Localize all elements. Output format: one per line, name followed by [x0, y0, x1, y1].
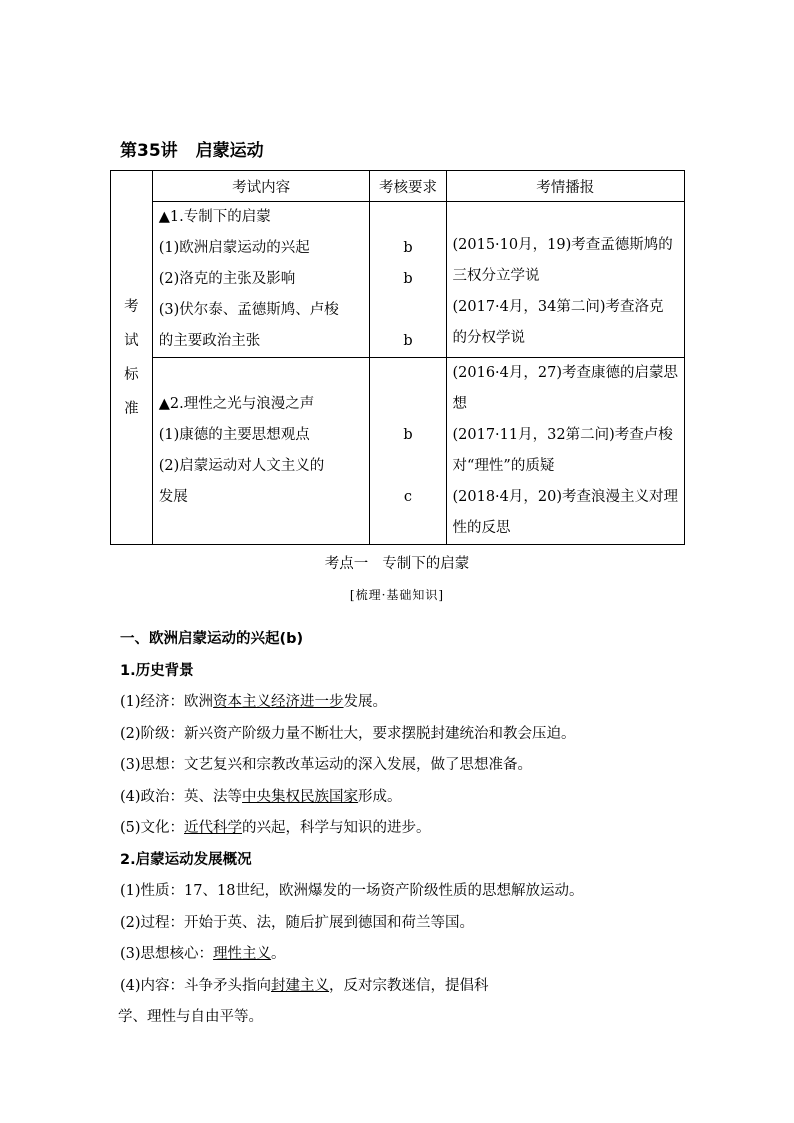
underlined-term: 中央集权民族国家 [242, 788, 359, 805]
underlined-term: 封建主义 [271, 977, 330, 994]
list-item: (1)经济：欧洲资本主义经济进一步发展。 [120, 694, 388, 710]
content-line: ▲1.专制下的启蒙 [158, 209, 271, 225]
report-line: 性的反思 [452, 520, 511, 536]
header-exam-report: 考情播报 [446, 171, 685, 202]
list-item: (3)思想核心：理性主义。 [120, 946, 286, 962]
content-line [159, 358, 364, 389]
report-cell [446, 202, 685, 358]
section-bracket-label: [梳理·基础知识] [349, 588, 445, 602]
content-line: (1)欧洲启蒙运动的兴起 [158, 240, 310, 256]
header-requirements: 考核要求 [370, 171, 446, 202]
header-exam-content: 考试内容 [152, 171, 370, 202]
side-label-cell [111, 171, 153, 545]
list-item: (2)过程：开始于英、法，随后扩展到德国和荷兰等国。 [120, 914, 475, 931]
list-item: (3)思想：文艺复兴和宗教改革运动的深入发展，做了思想准备。 [120, 757, 533, 773]
subheading-background: 1.历史背景 [120, 662, 194, 679]
requirement-value: c [403, 489, 413, 505]
page-title [120, 136, 264, 161]
underlined-term: 近代科学 [184, 820, 243, 836]
list-item-continuation: 学、理性与自由平等。 [118, 1009, 263, 1025]
underlined-term: 资本主义经济进一步 [213, 694, 344, 710]
report-line: (2018·4月，20)考查浪漫主义对理 [452, 489, 678, 505]
report-line: 想 [452, 396, 467, 412]
list-item: (5)文化：近代科学的兴起，科学与知识的进步。 [120, 820, 431, 836]
lesson-number: 第35讲 [120, 141, 178, 161]
list-item: (4)内容：斗争矛头指向封建主义，反对宗教迷信，提倡科 [120, 977, 489, 994]
content-line: (2)启蒙运动对人文主义的 [158, 458, 325, 474]
content-line: 的主要政治主张 [158, 333, 261, 349]
list-item: (2)阶级：新兴资产阶级力量不断壮大，要求摆脱封建统治和教会压迫。 [120, 725, 576, 742]
requirement-value [370, 202, 445, 233]
report-line: (2017·11月，32第二问)考查卢梭 [452, 427, 673, 443]
requirement-value: b [403, 240, 413, 256]
table-row [111, 202, 685, 358]
requirement-value [370, 358, 445, 389]
requirement-value [370, 389, 445, 420]
subsection-point: 考点一 [324, 556, 369, 572]
content-line: (3)伏尔泰、孟德斯鸠、卢梭 [158, 302, 339, 318]
report-line: 三权分立学说 [452, 268, 540, 284]
subsection-title [0, 552, 794, 573]
subsection-name: 专制下的启蒙 [382, 556, 470, 572]
exam-standards-table [110, 170, 685, 545]
content-line: (1)康德的主要思想观点 [158, 427, 310, 443]
list-item: (1)性质：17、18世纪，欧洲爆发的一场资产阶级性质的思想解放运动。 [120, 883, 584, 899]
side-label-char: 准 [124, 400, 139, 417]
requirement-value: b [403, 271, 413, 287]
table-row [111, 358, 685, 545]
list-item: (4)政治：英、法等中央集权民族国家形成。 [120, 788, 402, 805]
content-line: 发展 [158, 489, 188, 505]
requirement-cell [370, 202, 446, 358]
table-header-row [111, 171, 685, 202]
report-cell [446, 358, 685, 545]
content-line: (2)洛克的主张及影响 [158, 271, 296, 287]
report-line: 的分权学说 [452, 330, 525, 346]
report-line: (2017·4月，34第二问)考查洛克 [452, 299, 664, 315]
underlined-term: 理性主义 [213, 946, 272, 962]
report-line: (2015·10月，19)考查孟德斯鸠的 [452, 237, 673, 253]
requirement-value: b [403, 427, 413, 443]
content-cell [152, 358, 370, 545]
body-content [120, 624, 680, 1034]
lesson-topic: 启蒙运动 [195, 141, 264, 161]
content-cell [152, 202, 370, 358]
side-label-char: 标 [124, 366, 139, 383]
side-label-char: 考 [124, 298, 139, 315]
requirement-cell [370, 358, 446, 545]
side-label-char: 试 [124, 332, 139, 349]
requirement-value [370, 451, 445, 482]
subheading-overview: 2.启蒙运动发展概况 [120, 851, 252, 868]
requirement-value [370, 295, 445, 326]
report-line: 对“理性”的质疑 [452, 458, 555, 474]
report-line: (2016·4月，27)考查康德的启蒙思 [452, 365, 678, 381]
section-heading: 一、欧洲启蒙运动的兴起(b) [120, 631, 304, 647]
content-line: ▲2.理性之光与浪漫之声 [158, 396, 315, 412]
requirement-value: b [403, 333, 413, 349]
